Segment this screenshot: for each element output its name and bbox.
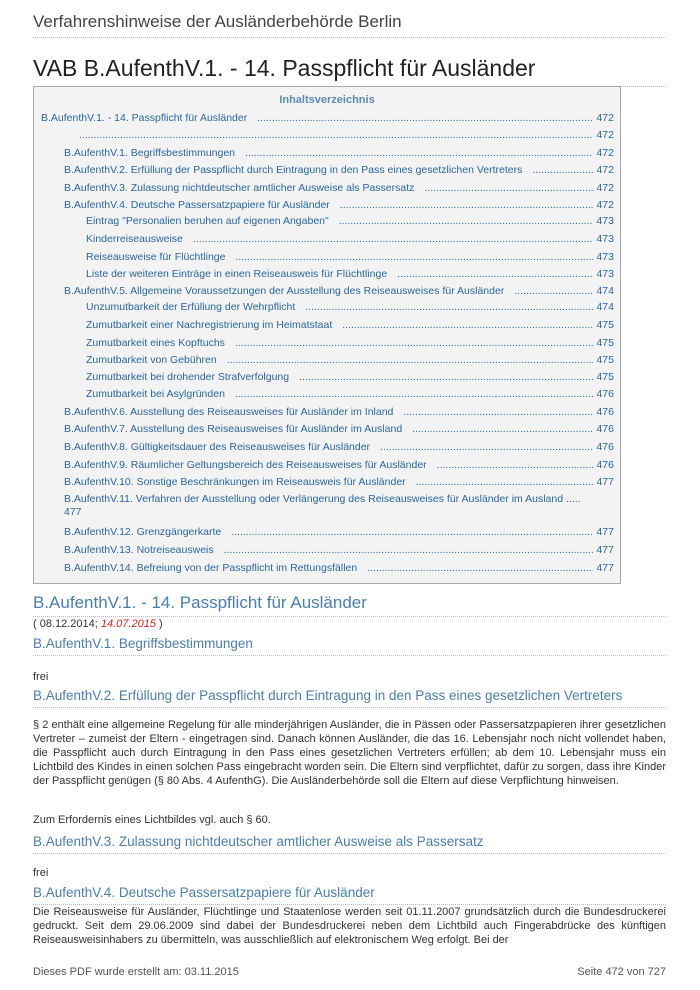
toc-dots: [340, 199, 594, 212]
toc-entry-text: B.AufenthV.10. Sonstige Beschränkungen im Reiseausweis für Ausländer: [64, 476, 406, 488]
toc-dots: [245, 147, 593, 160]
toc-entry-text: B.AufenthV.6. Ausstellung des Reiseausweises für Ausländer im Inland: [64, 406, 394, 418]
toc-entry[interactable]: [64, 199, 614, 212]
toc-dots: [224, 544, 594, 557]
toc-dots: [380, 441, 593, 454]
toc-dots: [416, 476, 594, 489]
toc-entry-page: 472: [596, 129, 614, 141]
toc-entry[interactable]: [64, 544, 614, 557]
date-original: ( 08.12.2014;: [33, 618, 101, 630]
toc-entry-text: B.AufenthV.13. Notreiseausweis: [64, 544, 214, 556]
toc-dots: [257, 112, 593, 125]
toc-entry-text: B.AufenthV.5. Allgemeine Voraussetzungen der Ausstellung des Reiseausweises für Ausländer: [64, 285, 505, 297]
toc-entry-text: B.AufenthV.4. Deutsche Passersatzpapiere für Ausländer: [64, 199, 330, 211]
toc-entry[interactable]: [86, 337, 614, 350]
toc-dots: [235, 388, 594, 401]
toc-dots: .....: [563, 493, 581, 505]
s2-paragraph-2: Zum Erfordernis eines Lichtbildes vgl. auch § 60.: [33, 814, 271, 826]
toc-entry-text: Zumutbarkeit eines Kopftuchs: [86, 337, 225, 349]
toc-dots: [342, 319, 593, 332]
toc-entry-page: 475: [596, 371, 614, 383]
toc-entry-page: 473: [596, 268, 614, 280]
toc-entry[interactable]: [64, 562, 614, 575]
toc-dots: [79, 129, 593, 142]
toc-entry-text: Liste der weiteren Einträge in einen Reiseausweis für Flüchtlinge: [86, 268, 388, 280]
toc-entry-page: 477: [596, 476, 614, 488]
section-title: B.AufenthV.1. - 14. Passpflicht für Ausländer: [33, 593, 666, 617]
toc-dots: [532, 164, 593, 177]
toc-entry-page: 476: [596, 459, 614, 471]
toc-entry[interactable]: [64, 423, 614, 436]
toc-dots: [227, 354, 594, 367]
toc-entry-text: B.AufenthV.7. Ausstellung des Reiseausweises für Ausländer im Ausland: [64, 423, 403, 435]
toc-entry-page: 474: [596, 285, 614, 297]
toc-entry-page: 477: [596, 526, 614, 538]
toc-entry-page: 474: [596, 301, 614, 313]
footer-page-number: Seite 472 von 727: [577, 966, 666, 978]
footer-created: Dieses PDF wurde erstellt am: 03.11.2015: [33, 966, 239, 978]
toc-entry-text: B.AufenthV.8. Gültigkeitsdauer des Reiseausweises für Ausländer: [64, 441, 371, 453]
toc-dots: [437, 459, 594, 472]
toc-dots: [367, 562, 593, 575]
heading-s2: B.AufenthV.2. Erfüllung der Passpflicht durch Eintragung in den Pass eines gesetzlichen Vertreters: [33, 688, 666, 708]
toc-dots: [231, 526, 593, 539]
toc-dots: [397, 268, 593, 281]
toc-entry-page: 475: [596, 354, 614, 366]
toc-entry-text: Reiseausweise für Flüchtlinge: [86, 251, 226, 263]
toc-entry[interactable]: [64, 406, 614, 419]
date-updated: 14.07.2015: [100, 618, 156, 630]
toc-entry[interactable]: [41, 112, 614, 125]
toc-entry-page: 475: [596, 337, 614, 349]
toc-title: Inhaltsverzeichnis: [279, 94, 375, 106]
toc-entry-text: B.AufenthV.1. Begriffsbestimmungen: [64, 147, 236, 159]
toc-entry-page: 472: [596, 112, 614, 124]
toc-entry[interactable]: [64, 285, 614, 298]
toc-entry-page: 472: [596, 147, 614, 159]
toc-entry[interactable]: [64, 182, 614, 195]
toc-entry-text: Unzumutbarkeit der Erfüllung der Wehrpflicht: [86, 301, 296, 313]
toc-entry[interactable]: [86, 301, 614, 314]
toc-entry[interactable]: [86, 354, 614, 367]
toc-entry[interactable]: [86, 233, 614, 246]
toc-entry[interactable]: [64, 459, 614, 472]
heading-s4: B.AufenthV.4. Deutsche Passersatzpapiere für Ausländer: [33, 885, 666, 905]
date-close: ): [155, 618, 163, 630]
toc-dots: [403, 406, 593, 419]
toc-entry[interactable]: [64, 164, 614, 177]
document-header: Verfahrenshinweise der Ausländerbehörde Berlin: [33, 12, 666, 38]
s4-paragraph-1: Die Reiseausweise für Ausländer, Flüchtlinge und Staatenlose werden seit 01.11.2007 grundsätzlich durch die Bundesdruckerei gedruckt. Seit dem 29.06.2009 sind dabei der Bundesdruckerei neben dem Lichtbild auch Fingerabdrücke des künftigen Reiseausweisinhabers zu übermitteln, was ausschließlich auf elektronischem Weg erfolgt. Bei der: [33, 906, 666, 946]
toc-dots: [424, 182, 593, 195]
s2-paragraph-1: § 2 enthält eine allgemeine Regelung für alle minderjährigen Ausländer, die in Pässen oder Passersatzpapieren ihrer gesetzlichen Vertreter – zumeist der Eltern - eingetragen sind. Danach können Ausländer, die das 16. Lebensjahr noch nicht vollendet haben, die Passpflicht auch durch Eintragung in den Pass eines gesetzlichen Vertreters erfüllen; ab dem 10. Lebensjahr muss ein Lichtbild des Kindes in einen solchen Pass eingebracht worden sein. Die Eltern sind verpflichtet, dafür zu sorgen, dass ihre Kinder der Passpflicht genügen (§ 80 Abs. 4 AufenthG). Die Ausländerbehörde soll die Eltern auf diese Verpflichtung hinweisen.: [33, 719, 666, 787]
toc-entry-text: Zumutbarkeit bei Asylgründen: [86, 388, 225, 400]
toc-dots: [305, 301, 593, 314]
toc-entry[interactable]: [86, 319, 614, 332]
toc-entry-page: 473: [596, 251, 614, 263]
toc-entry-page: 476: [596, 441, 614, 453]
toc-entry-page: 472: [596, 199, 614, 211]
page-footer: [33, 966, 666, 978]
s3-text: frei: [33, 867, 49, 879]
page-title: VAB B.AufenthV.1. - 14. Passpflicht für Ausländer: [33, 55, 666, 87]
toc-entry[interactable]: [86, 251, 614, 264]
toc-entry[interactable]: [64, 147, 614, 160]
toc-entry-text: Kinderreiseausweise: [86, 233, 183, 245]
toc-entry-text: Zumutbarkeit von Gebühren: [86, 354, 217, 366]
toc-entry-page: 476: [596, 423, 614, 435]
toc-entry-page: 473: [596, 233, 614, 245]
toc-entry-text: Eintrag "Personalien beruhen auf eigenen Angaben": [86, 215, 329, 227]
toc-entry-page: 473: [596, 215, 614, 227]
toc-entry[interactable]: [86, 268, 614, 281]
toc-entry[interactable]: [64, 526, 614, 539]
toc-entry[interactable]: [64, 476, 614, 489]
toc-entry-text: B.AufenthV.3. Zulassung nichtdeutscher amtlicher Ausweise als Passersatz: [64, 182, 415, 194]
toc-dots: [514, 285, 593, 298]
s1-text: frei: [33, 671, 49, 683]
toc-entry-text: B.AufenthV.1. - 14. Passpflicht für Ausländer: [41, 112, 248, 124]
toc-entry-page: 476: [596, 406, 614, 418]
section-dates: [33, 617, 666, 631]
toc-entry-page: 476: [596, 388, 614, 400]
toc-entry[interactable]: [64, 493, 614, 519]
heading-s3: B.AufenthV.3. Zulassung nichtdeutscher amtlicher Ausweise als Passersatz: [33, 834, 666, 854]
toc-entry[interactable]: [86, 371, 614, 384]
toc-dots: [412, 423, 593, 436]
toc-entry-page: 477: [596, 562, 614, 574]
toc-entry[interactable]: [64, 441, 614, 454]
heading-s1: B.AufenthV.1. Begriffsbestimmungen: [33, 636, 666, 656]
toc-entry[interactable]: [86, 388, 614, 401]
toc-dots: [299, 371, 593, 384]
toc-entry-page: 472: [596, 182, 614, 194]
toc-dots: [339, 215, 594, 228]
toc-entry[interactable]: [69, 129, 614, 142]
toc-entry-text: Zumutbarkeit bei drohender Strafverfolgung: [86, 371, 290, 383]
toc-entry-page: 472: [596, 164, 614, 176]
table-of-contents: [33, 86, 621, 584]
toc-entry-text: B.AufenthV.12. Grenzgängerkarte: [64, 526, 222, 538]
toc-entry-text: B.AufenthV.2. Erfüllung der Passpflicht durch Eintragung in den Pass eines gesetzlichen Vertreters: [64, 164, 523, 176]
toc-entry-text: B.AufenthV.9. Räumlicher Geltungsbereich des Reiseausweises für Ausländer: [64, 459, 427, 471]
toc-entry-text: B.AufenthV.14. Befreiung von der Passpflicht im Rettungsfällen: [64, 562, 358, 574]
toc-entry-page: 475: [596, 319, 614, 331]
toc-entry[interactable]: [86, 215, 614, 228]
toc-dots: [235, 337, 594, 350]
toc-dots: [235, 251, 593, 264]
toc-entry-text: Zumutbarkeit einer Nachregistrierung im Heimatstaat: [86, 319, 333, 331]
toc-entry-page: 477: [64, 506, 82, 518]
toc-entry-text: B.AufenthV.11. Verfahren der Ausstellung oder Verlängerung des Reiseausweises für Ausländer im Ausland: [64, 493, 564, 505]
toc-entry-page: 477: [596, 544, 614, 556]
toc-dots: [193, 233, 594, 246]
